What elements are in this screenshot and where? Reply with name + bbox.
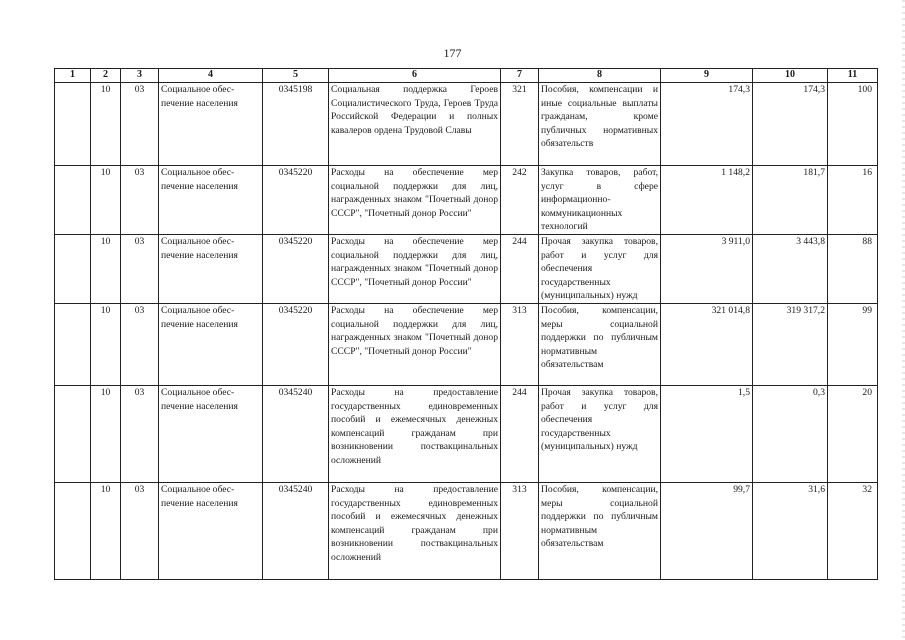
cell-col1 [55, 234, 91, 303]
page-number: 177 [443, 46, 462, 60]
cell-col1 [55, 385, 91, 482]
column-header-7: 7 [501, 69, 539, 83]
cell-expense-name: Закупка товаров, работ, услуг в сфере информационно-коммуникационных технологий [539, 166, 661, 235]
cell-actual-amount: 319 317,2 [753, 303, 828, 385]
cell-target-code: 0345220 [263, 303, 329, 385]
cell-expense-name: Прочая закупка товаров, работ и услуг для обеспечения государственных (муниципальных) нужд [539, 234, 661, 303]
cell-expense-name: Пособия, компенсации и иные социальные выплаты гражданам, кроме публичных нормативных обязательств [539, 83, 661, 166]
cell-subsection: 03 [121, 482, 159, 579]
cell-target-name: Расходы на обеспечение мер социальной поддержки для лиц, награжденных знаком "Почетный донор СССР", "Почетный донор России" [329, 303, 501, 385]
cell-expense-name: Пособия, компенсации, меры социальной поддержки по публичным нормативным обязательствам [539, 482, 661, 579]
cell-section: 10 [91, 303, 121, 385]
cell-section-name: Социальное обес-печение населения [159, 385, 263, 482]
cell-col1 [55, 166, 91, 235]
cell-target-name: Расходы на обеспечение мер социальной поддержки для лиц, награжденных знаком "Почетный донор СССР", "Почетный донор России" [329, 234, 501, 303]
column-header-9: 9 [661, 69, 753, 83]
cell-section-name: Социальное обес-печение населения [159, 482, 263, 579]
table-row [55, 83, 878, 166]
column-header-1: 1 [55, 69, 91, 83]
column-header-4: 4 [159, 69, 263, 83]
column-header-11: 11 [828, 69, 878, 83]
cell-actual-amount: 0,3 [753, 385, 828, 482]
cell-percent: 100 [828, 83, 878, 166]
cell-target-code: 0345240 [263, 482, 329, 579]
column-header-2: 2 [91, 69, 121, 83]
cell-target-name: Расходы на предоставление государственных единовременных пособий и ежемесячных денежных компенсаций гражданам при возникновении поствакцинальных осложнений [329, 482, 501, 579]
cell-actual-amount: 31,6 [753, 482, 828, 579]
table-row [55, 166, 878, 235]
cell-target-name: Расходы на обеспечение мер социальной поддержки для лиц, награжденных знаком "Почетный донор СССР", "Почетный донор России" [329, 166, 501, 235]
cell-section: 10 [91, 482, 121, 579]
table-header-row [55, 69, 878, 83]
cell-actual-amount: 181,7 [753, 166, 828, 235]
cell-subsection: 03 [121, 166, 159, 235]
cell-percent: 88 [828, 234, 878, 303]
cell-col1 [55, 83, 91, 166]
cell-target-code: 0345220 [263, 234, 329, 303]
cell-expense-type: 313 [501, 303, 539, 385]
cell-expense-type: 244 [501, 234, 539, 303]
cell-target-code: 0345240 [263, 385, 329, 482]
cell-expense-name: Прочая закупка товаров, работ и услуг для обеспечения государственных (муниципальных) нужд [539, 385, 661, 482]
cell-planned-amount: 321 014,8 [661, 303, 753, 385]
cell-target-code: 0345198 [263, 83, 329, 166]
cell-subsection: 03 [121, 303, 159, 385]
cell-expense-type: 321 [501, 83, 539, 166]
cell-percent: 20 [828, 385, 878, 482]
cell-target-code: 0345220 [263, 166, 329, 235]
cell-expense-name: Пособия, компенсации, меры социальной поддержки по публичным нормативным обязательствам [539, 303, 661, 385]
cell-subsection: 03 [121, 385, 159, 482]
cell-target-name: Социальная поддержка Героев Социалистического Труда, Героев Труда Российской Федерации и полных кавалеров ордена Трудовой Славы [329, 83, 501, 166]
table-row [55, 385, 878, 482]
cell-planned-amount: 1 148,2 [661, 166, 753, 235]
cell-percent: 99 [828, 303, 878, 385]
column-header-10: 10 [753, 69, 828, 83]
cell-percent: 16 [828, 166, 878, 235]
cell-target-name: Расходы на предоставление государственных единовременных пособий и ежемесячных денежных компенсаций гражданам при возникновении поствакцинальных осложнений [329, 385, 501, 482]
cell-expense-type: 242 [501, 166, 539, 235]
cell-section-name: Социальное обес-печение населения [159, 303, 263, 385]
cell-actual-amount: 3 443,8 [753, 234, 828, 303]
cell-section: 10 [91, 83, 121, 166]
cell-section-name: Социальное обес-печение населения [159, 83, 263, 166]
column-header-3: 3 [121, 69, 159, 83]
budget-table [54, 68, 878, 580]
cell-col1 [55, 303, 91, 385]
cell-planned-amount: 99,7 [661, 482, 753, 579]
cell-subsection: 03 [121, 234, 159, 303]
cell-percent: 32 [828, 482, 878, 579]
cell-expense-type: 313 [501, 482, 539, 579]
cell-subsection: 03 [121, 83, 159, 166]
table-row [55, 234, 878, 303]
column-header-8: 8 [539, 69, 661, 83]
cell-planned-amount: 1,5 [661, 385, 753, 482]
cell-section: 10 [91, 166, 121, 235]
cell-section-name: Социальное обес-печение населения [159, 166, 263, 235]
cell-col1 [55, 482, 91, 579]
cell-actual-amount: 174,3 [753, 83, 828, 166]
cell-planned-amount: 3 911,0 [661, 234, 753, 303]
cell-section: 10 [91, 385, 121, 482]
cell-section-name: Социальное обес-печение населения [159, 234, 263, 303]
table-row [55, 482, 878, 579]
cell-expense-type: 244 [501, 385, 539, 482]
cell-planned-amount: 174,3 [661, 83, 753, 166]
table-row [55, 303, 878, 385]
column-header-5: 5 [263, 69, 329, 83]
cell-section: 10 [91, 234, 121, 303]
column-header-6: 6 [329, 69, 501, 83]
